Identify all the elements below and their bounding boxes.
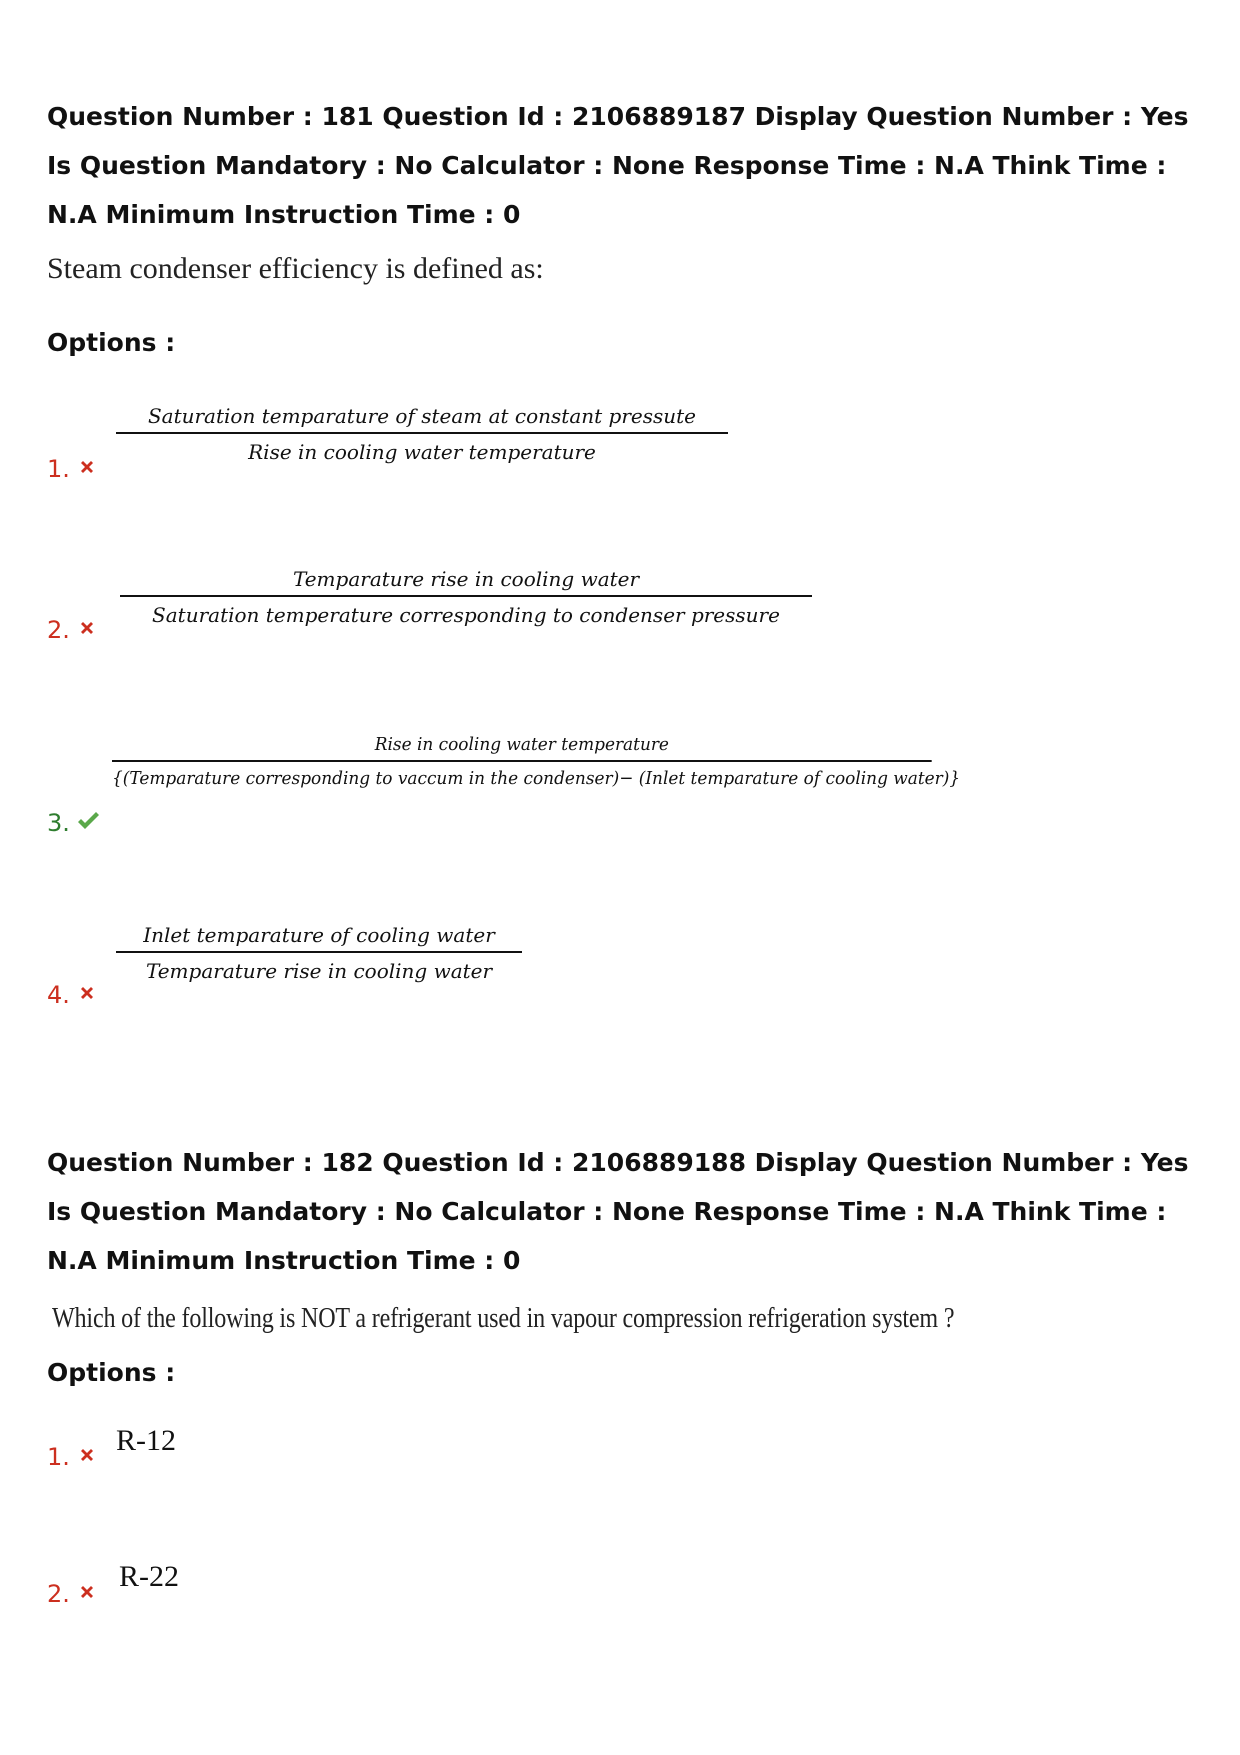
fraction-denominator: {(Temparature corresponding to vaccum in the condenser)− (Inlet temparature of cooling water)} (112, 767, 961, 789)
question-182-meta (47, 1138, 1217, 1285)
question-meta-text: Question Number : 181 Question Id : 2106889187 Display Question Number : Yes Is Question Mandatory : No Calculator : None Response Time : N.A Think Time : N.A Minimum Instruction Time : 0 (47, 102, 1189, 229)
fraction-bar (116, 951, 522, 953)
fraction-numerator: Inlet temparature of cooling water (143, 923, 495, 947)
question-181-meta (47, 92, 1217, 239)
options-label: Options : (47, 328, 176, 357)
fraction-denominator: Rise in cooling water temperature (248, 439, 596, 464)
fraction-numerator: Saturation temparature of steam at constant pressute (147, 404, 697, 428)
option-fraction (116, 404, 728, 464)
option-number: 2. (47, 616, 70, 644)
wrong-icon (78, 458, 96, 476)
question-181-text: Steam condenser efficiency is defined as: (47, 252, 544, 285)
wrong-icon (78, 1583, 96, 1601)
fraction-bar (120, 595, 812, 597)
wrong-icon (78, 984, 96, 1002)
fraction-bar (116, 432, 728, 434)
option-number: 2. (47, 1580, 70, 1608)
option-fraction (112, 734, 961, 789)
wrong-icon (78, 619, 96, 637)
wrong-icon (78, 1446, 96, 1464)
fraction-denominator: Temparature rise in cooling water (145, 958, 493, 983)
option-number: 1. (47, 455, 70, 483)
fraction-numerator: Rise in cooling water temperature (374, 734, 669, 755)
options-label: Options : (47, 1358, 176, 1387)
option-fraction (116, 923, 522, 983)
fraction-bar (112, 760, 932, 762)
fraction-denominator: Saturation temperature corresponding to condenser pressure (152, 602, 780, 627)
option-value: R-12 (116, 1424, 176, 1457)
question-meta-text: Question Number : 182 Question Id : 2106889188 Display Question Number : Yes Is Question Mandatory : No Calculator : None Response Time : N.A Think Time : N.A Minimum Instruction Time : 0 (47, 1148, 1189, 1275)
option-number: 4. (47, 981, 70, 1009)
option-fraction (120, 567, 812, 627)
option-number: 3. (47, 809, 70, 837)
correct-check-icon (76, 810, 100, 832)
fraction-numerator: Temparature rise in cooling water (292, 567, 640, 591)
option-value: R-22 (119, 1560, 179, 1593)
question-182-text: Which of the following is NOT a refrigerant used in vapour compression refrigeration system ? (52, 1303, 955, 1334)
option-number: 1. (47, 1443, 70, 1471)
